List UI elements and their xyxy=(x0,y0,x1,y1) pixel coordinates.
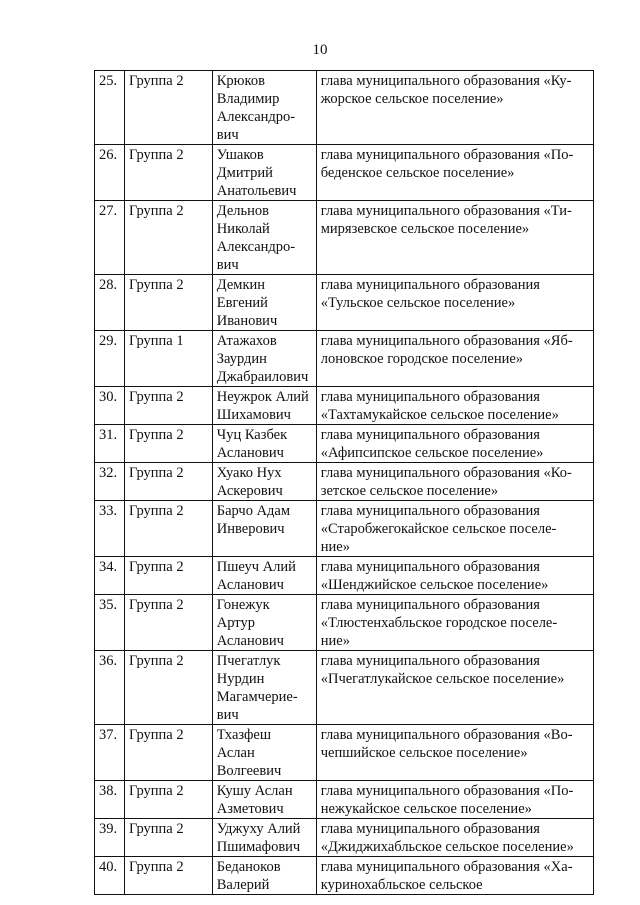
name-line: Асланович xyxy=(216,577,284,593)
name-line: Демкин xyxy=(216,277,266,293)
row-number: 27. xyxy=(95,201,125,275)
name-line: Пшеуч Алий xyxy=(216,559,296,575)
name-line: Шихамович xyxy=(216,407,291,423)
name-line: Аскерович xyxy=(216,483,283,499)
row-full-name xyxy=(212,781,316,819)
name-line: Владимир xyxy=(216,91,280,107)
name-line: Артур xyxy=(216,615,255,631)
row-position xyxy=(316,781,593,819)
name-line: Асланович xyxy=(216,445,284,461)
name-line: Беданоков xyxy=(216,859,281,875)
row-number: 36. xyxy=(95,651,125,725)
name-line: вич xyxy=(216,257,239,273)
row-number: 30. xyxy=(95,387,125,425)
table-row xyxy=(95,819,594,857)
row-full-name xyxy=(212,857,316,895)
position-line: глава муниципального образования «Ку- xyxy=(320,73,572,89)
position-line: нежукайское сельское поселение» xyxy=(320,801,532,817)
row-full-name xyxy=(212,725,316,781)
position-line: глава муниципального образования «Яб- xyxy=(320,333,573,349)
row-group: Группа 2 xyxy=(124,463,212,501)
position-line: глава муниципального образования xyxy=(320,277,540,293)
row-group: Группа 2 xyxy=(124,275,212,331)
name-line: Александро- xyxy=(216,239,296,255)
table-row xyxy=(95,387,594,425)
table-row xyxy=(95,425,594,463)
name-line: Кушу Аслан xyxy=(216,783,293,799)
row-group: Группа 2 xyxy=(124,595,212,651)
position-line: глава муниципального образования xyxy=(320,653,540,669)
position-line: глава муниципального образования «Ко- xyxy=(320,465,572,481)
table-row xyxy=(95,781,594,819)
table-row xyxy=(95,331,594,387)
row-group: Группа 2 xyxy=(124,501,212,557)
row-group: Группа 2 xyxy=(124,387,212,425)
row-position xyxy=(316,201,593,275)
position-line: «Афипсипское сельское поселение» xyxy=(320,445,544,461)
row-position xyxy=(316,557,593,595)
position-line: глава муниципального образования xyxy=(320,559,540,575)
name-line: Нурдин xyxy=(216,671,265,687)
row-full-name xyxy=(212,501,316,557)
row-number: 29. xyxy=(95,331,125,387)
row-position xyxy=(316,145,593,201)
table-row xyxy=(95,201,594,275)
row-full-name xyxy=(212,819,316,857)
row-full-name xyxy=(212,387,316,425)
position-line: жорское сельское поселение» xyxy=(320,91,504,107)
row-group: Группа 2 xyxy=(124,857,212,895)
row-group: Группа 2 xyxy=(124,557,212,595)
name-line: Заурдин xyxy=(216,351,267,367)
name-line: вич xyxy=(216,707,239,723)
row-group: Группа 2 xyxy=(124,781,212,819)
position-line: глава муниципального образования «По- xyxy=(320,147,574,163)
officials-table-body xyxy=(95,71,594,895)
name-line: Неужрок Алий xyxy=(216,389,309,405)
position-line: глава муниципального образования xyxy=(320,821,540,837)
table-row xyxy=(95,725,594,781)
row-number: 28. xyxy=(95,275,125,331)
row-group: Группа 2 xyxy=(124,201,212,275)
page-number: 10 xyxy=(312,42,328,58)
position-line: «Джиджихабльское сельское поселение» xyxy=(320,839,574,855)
table-row xyxy=(95,501,594,557)
position-line: «Тлюстенхабльское городское поселе- xyxy=(320,615,558,631)
name-line: Барчо Адам xyxy=(216,503,291,519)
table-row xyxy=(95,651,594,725)
row-full-name xyxy=(212,275,316,331)
row-full-name xyxy=(212,425,316,463)
row-full-name xyxy=(212,201,316,275)
name-line: Дельнов xyxy=(216,203,269,219)
name-line: Николай xyxy=(216,221,270,237)
row-position xyxy=(316,725,593,781)
table-row xyxy=(95,557,594,595)
position-line: чепшийское сельское поселение» xyxy=(320,745,528,761)
position-line: ние» xyxy=(320,539,350,555)
position-line: глава муниципального образования xyxy=(320,427,540,443)
position-line: глава муниципального образования xyxy=(320,503,540,519)
position-line: лоновское городское поселение» xyxy=(320,351,524,367)
row-number: 25. xyxy=(95,71,125,145)
row-number: 35. xyxy=(95,595,125,651)
name-line: Джабраилович xyxy=(216,369,309,385)
row-position xyxy=(316,819,593,857)
row-number: 40. xyxy=(95,857,125,895)
row-position xyxy=(316,387,593,425)
row-group: Группа 2 xyxy=(124,71,212,145)
row-group: Группа 1 xyxy=(124,331,212,387)
position-line: мирязевское сельское поселение» xyxy=(320,221,530,237)
name-line: Чуц Казбек xyxy=(216,427,288,443)
position-line: глава муниципального образования xyxy=(320,597,540,613)
row-full-name xyxy=(212,463,316,501)
name-line: Александро- xyxy=(216,109,296,125)
position-line: «Шенджийское сельское поселение» xyxy=(320,577,549,593)
position-line: куринохабльское сельское xyxy=(320,877,483,893)
row-number: 26. xyxy=(95,145,125,201)
row-number: 33. xyxy=(95,501,125,557)
row-group: Группа 2 xyxy=(124,651,212,725)
name-line: Пшимафович xyxy=(216,839,301,855)
row-group: Группа 2 xyxy=(124,145,212,201)
row-position xyxy=(316,331,593,387)
row-position xyxy=(316,71,593,145)
row-position xyxy=(316,857,593,895)
name-line: Иванович xyxy=(216,313,278,329)
name-line: Крюков xyxy=(216,73,265,89)
position-line: зетское сельское поселение» xyxy=(320,483,499,499)
name-line: Валерий xyxy=(216,877,270,893)
position-line: «Старобжегокайское сельское поселе- xyxy=(320,521,557,537)
position-line: глава муниципального образования «Во- xyxy=(320,727,573,743)
table-row xyxy=(95,463,594,501)
table-row xyxy=(95,595,594,651)
name-line: Уджуху Алий xyxy=(216,821,301,837)
name-line: Азметович xyxy=(216,801,284,817)
row-full-name xyxy=(212,651,316,725)
name-line: Хуако Нух xyxy=(216,465,282,481)
name-line: Асланович xyxy=(216,633,284,649)
row-group: Группа 2 xyxy=(124,725,212,781)
name-line: Ушаков xyxy=(216,147,264,163)
row-number: 37. xyxy=(95,725,125,781)
name-line: Атажахов xyxy=(216,333,277,349)
position-line: «Пчегатлукайское сельское поселение» xyxy=(320,671,565,687)
row-position xyxy=(316,501,593,557)
table-row xyxy=(95,71,594,145)
row-number: 39. xyxy=(95,819,125,857)
table-row xyxy=(95,857,594,895)
row-full-name xyxy=(212,71,316,145)
row-position xyxy=(316,463,593,501)
name-line: Пчегатлук xyxy=(216,653,281,669)
name-line: Инверович xyxy=(216,521,285,537)
name-line: Гонежук xyxy=(216,597,270,613)
name-line: Дмитрий xyxy=(216,165,273,181)
row-position xyxy=(316,595,593,651)
position-line: беденское сельское поселение» xyxy=(320,165,515,181)
position-line: ние» xyxy=(320,633,350,649)
position-line: «Тульское сельское поселение» xyxy=(320,295,516,311)
name-line: Магамчерие- xyxy=(216,689,298,705)
table-row xyxy=(95,145,594,201)
position-line: глава муниципального образования «Ти- xyxy=(320,203,572,219)
position-line: глава муниципального образования xyxy=(320,389,540,405)
name-line: Тхазфеш xyxy=(216,727,272,743)
row-full-name xyxy=(212,595,316,651)
row-full-name xyxy=(212,145,316,201)
row-number: 31. xyxy=(95,425,125,463)
row-number: 34. xyxy=(95,557,125,595)
table-row xyxy=(95,275,594,331)
name-line: Анатольевич xyxy=(216,183,297,199)
row-full-name xyxy=(212,331,316,387)
position-line: глава муниципального образования «Ха- xyxy=(320,859,573,875)
name-line: Аслан xyxy=(216,745,255,761)
name-line: Евгений xyxy=(216,295,268,311)
row-position xyxy=(316,275,593,331)
row-full-name xyxy=(212,557,316,595)
row-position xyxy=(316,651,593,725)
name-line: Волгеевич xyxy=(216,763,282,779)
row-number: 32. xyxy=(95,463,125,501)
position-line: глава муниципального образования «По- xyxy=(320,783,574,799)
row-number: 38. xyxy=(95,781,125,819)
name-line: вич xyxy=(216,127,239,143)
row-position xyxy=(316,425,593,463)
row-group: Группа 2 xyxy=(124,425,212,463)
row-group: Группа 2 xyxy=(124,819,212,857)
officials-table xyxy=(94,70,594,895)
position-line: «Тахтамукайское сельское поселение» xyxy=(320,407,559,423)
